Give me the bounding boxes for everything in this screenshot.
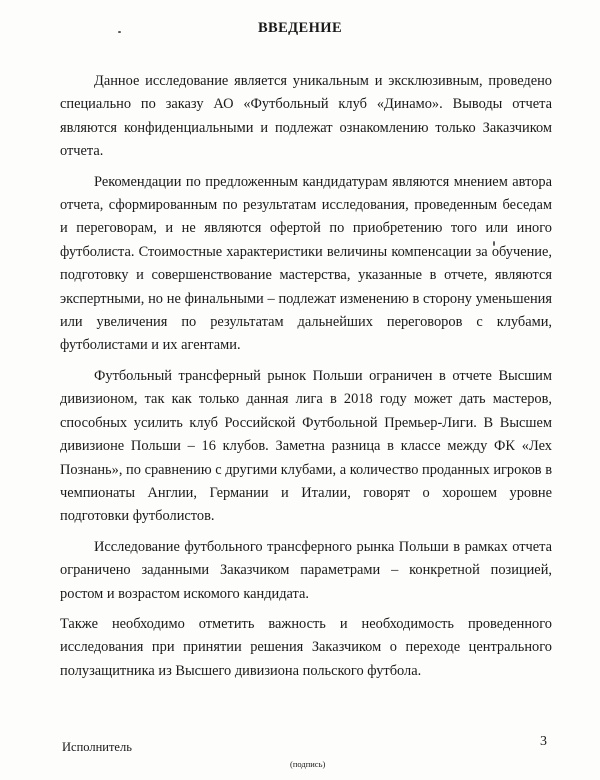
page-number: 3 <box>540 734 547 749</box>
paragraph-market: Футбольный трансферный рынок Польши ограничен в отчете Высшим дивизионом, так как только данная лига в 2018 году может дать мастеров, способных усилить клуб Российской Футбольной Премьер-Лиги. В Высшем дивизионе Польши – 16 клубов. Заметна разница в классе между ФК «Лех Познань», по сравнению с другими клубами, а количество проданных игроков в чемпионаты Англии, Германии и Италии, говорят о хорошем уровне подготовки футболистов. <box>60 367 552 525</box>
page-title: ВВЕДЕНИЕ <box>257 20 343 36</box>
signature-caption: (подпись) <box>290 759 326 769</box>
paragraph-importance: Также необходимо отметить важность и необходимость проведенного исследования при принятии решения Заказчиком о переходе центрального полузащитника из Высшего дивизиона польского футбола. <box>60 615 552 679</box>
paragraph-intro: Данное исследование является уникальным и эксклюзивным, проведено специально по заказу АО «Футбольный клуб «Динамо». Выводы отчета являются конфиденциальными и подлежат ознакомлению только Заказчиком отчета. <box>60 73 552 160</box>
executor-label: Исполнитель <box>62 740 132 754</box>
document-body <box>60 70 552 690</box>
paragraph-recommendations: Рекомендации по предложенным кандидатурам являются мнением автора отчета, сформированным по результатам исследования, проведенным беседам и переговорам, и не являются офертой по приобретению того или иного футболиста. Стоимостные характеристики величины компенсации за обучение, подготовку и совершенствование мастерства, указанные в отчете, являются экспертными, но не финальными – подлежат изменению в сторону уменьшения или увеличения по результатам дальнейших переговоров с клубами, футболистами и их агентами. <box>60 173 552 354</box>
paragraph-scope: Исследование футбольного трансферного рынка Польши в рамках отчета ограничено заданными Заказчиком параметрами – конкретной позицией, ростом и возрастом искомого кандидата. <box>60 538 552 602</box>
